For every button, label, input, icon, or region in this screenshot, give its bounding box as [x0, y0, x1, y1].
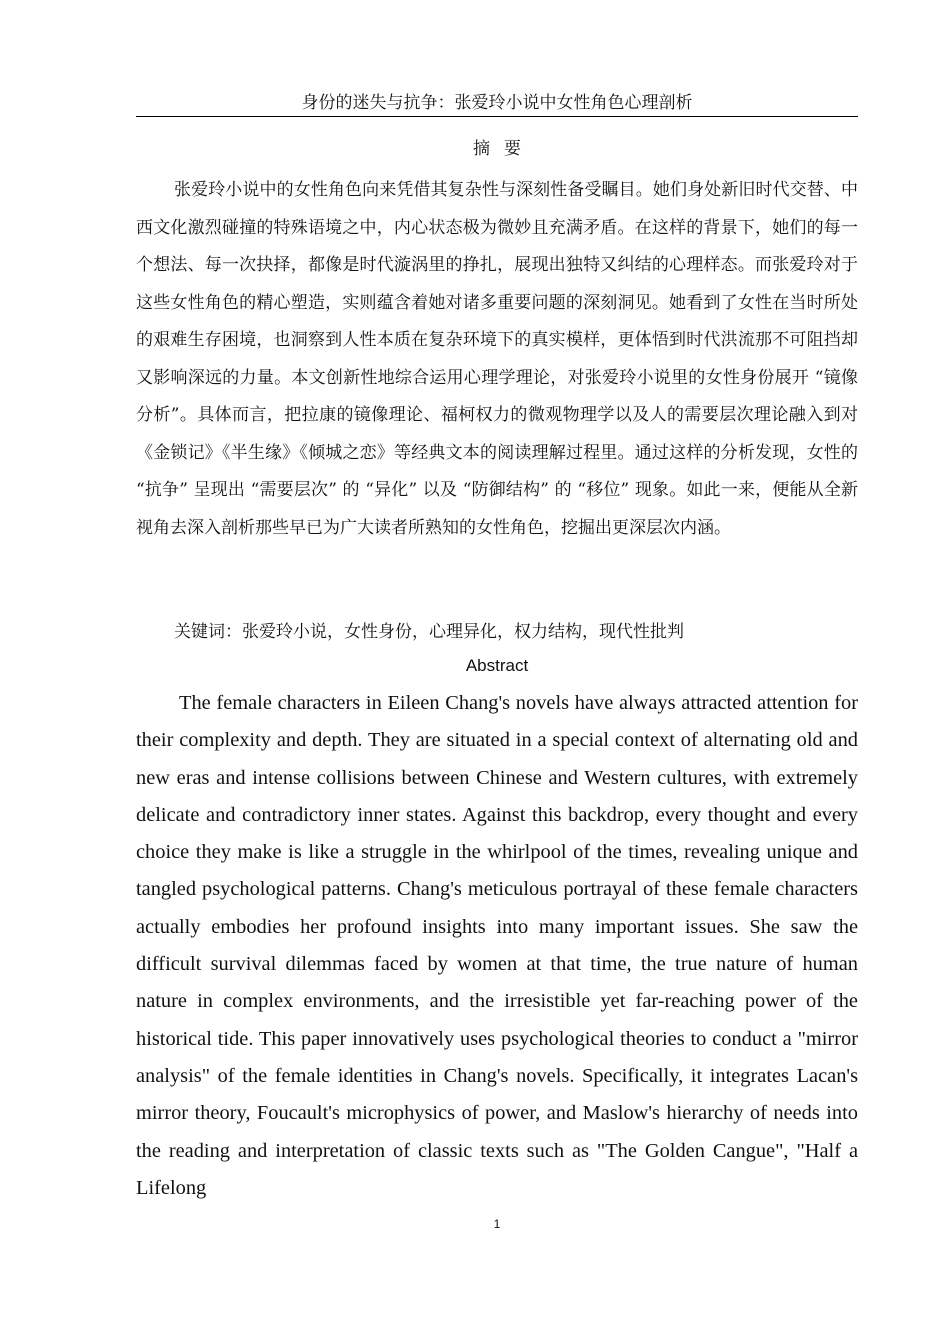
english-abstract-title: Abstract: [465, 656, 529, 675]
chinese-abstract-body: 张爱玲小说中的女性角色向来凭借其复杂性与深刻性备受瞩目。她们身处新旧时代交替、中西文化激烈碰撞的特殊语境之中，内心状态极为微妙且充满矛盾。在这样的背景下，她们的每一个想法、每一次抉择，都像是时代漩涡里的挣扎，展现出独特又纠结的心理样态。而张爱玲对于这些女性角色的精心塑造，实则蕴含着她对诸多重要问题的深刻洞见。她看到了女性在当时所处的艰难生存困境，也洞察到人性本质在复杂环境下的真实模样，更体悟到时代洪流那不可阻挡却又影响深远的力量。本文创新性地综合运用心理学理论，对张爱玲小说里的女性身份展开 “镜像分析”。具体而言，把拉康的镜像理论、福柯权力的微观物理学以及人的需要层次理论融入到对《金锁记》《半生缘》《倾城之恋》等经典文本的阅读理解过程里。通过这样的分析发现，女性的 “抗争” 呈现出 “需要层次” 的 “异化” 以及 “防御结构” 的 “移位” 现象。如此一来，便能从全新视角去深入剖析那些早已为广大读者所熟知的女性角色，挖掘出更深层次内涵。: [136, 180, 858, 538]
chinese-abstract-title: 摘要: [473, 139, 535, 159]
english-abstract-body: The female characters in Eileen Chang's novels have always attracted attention for their complexity and depth. They are situated in a special context of alternating old and new eras and intense collisions between Chinese and Western cultures, with extremely delicate and contradictory inner states. Against this backdrop, every thought and every choice they make is like a struggle in the whirlpool of the times, revealing unique and tangled psychological patterns. Chang's meticulous portrayal of these female characters actually embodies her profound insights into many important issues. She saw the difficult survival dilemmas faced by women at that time, the true nature of human nature in complex environments, and the irresistible yet far-reaching power of the historical tide. This paper innovatively uses psychological theories to conduct a "mirror analysis" of the female identities in Chang's novels. Specifically, it integrates Lacan's mirror theory, Foucault's microphysics of power, and Maslow's hierarchy of needs into the reading and interpretation of classic texts such as "The Golden Cangue", "Half a Lifelong: [136, 692, 858, 1199]
chinese-keywords: 关键词：张爱玲小说，女性身份，心理异化，权力结构，现代性批判: [174, 622, 684, 642]
running-header: 身份的迷失与抗争：张爱玲小说中女性角色心理剖析: [136, 92, 858, 117]
page-number: 1: [493, 1217, 501, 1231]
